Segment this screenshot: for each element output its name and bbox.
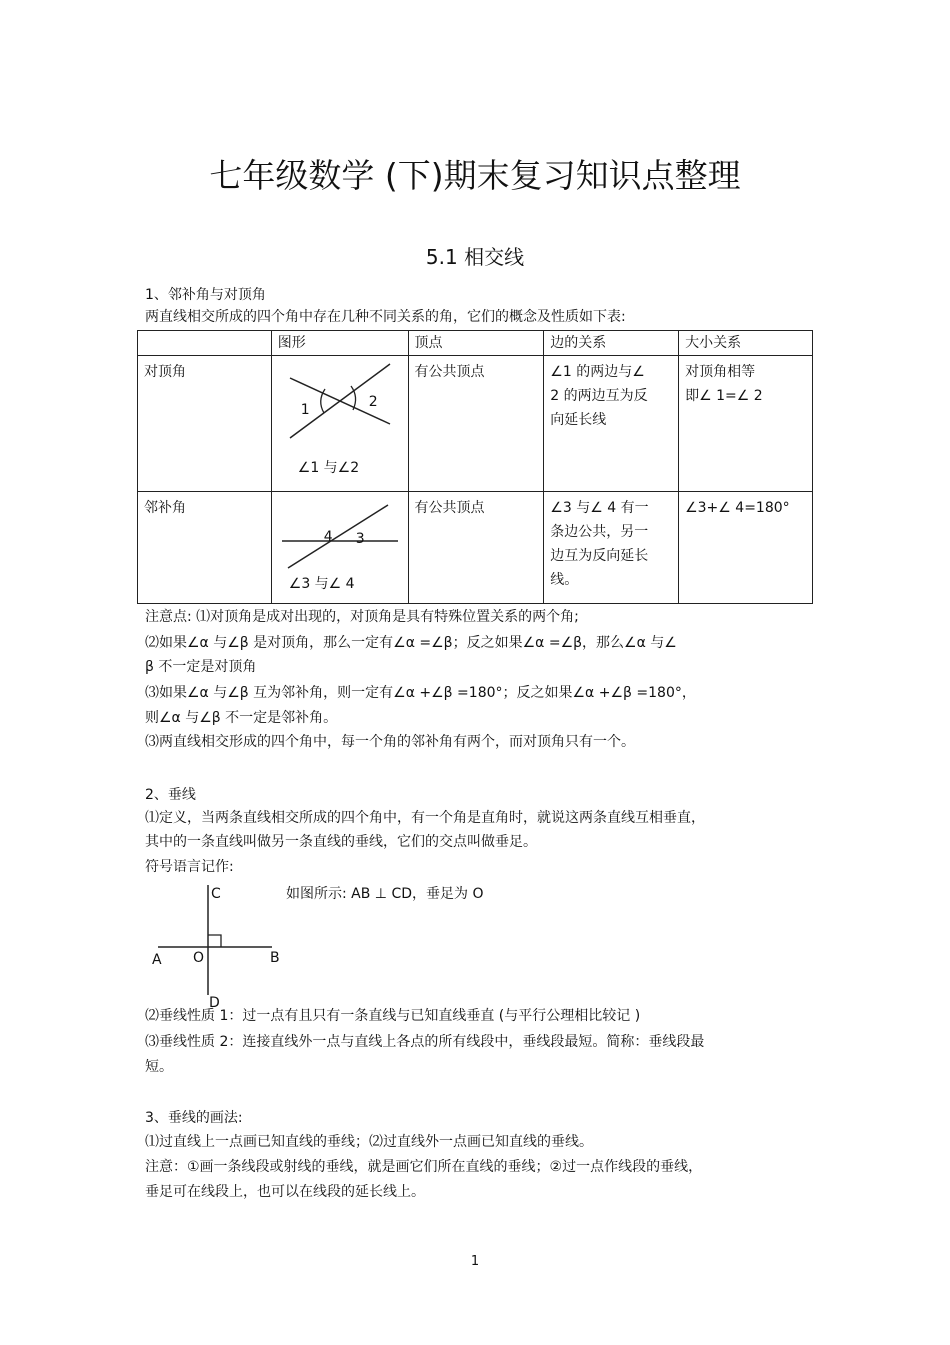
size-relation-cell [679, 356, 813, 492]
edge-relation-cell [544, 356, 679, 492]
table-header-cell [138, 331, 272, 356]
figure-caption: ∠3 与∠ 4 [288, 576, 355, 592]
method-line: ⑴过直线上一点画已知直线的垂线；⑵过直线外一点画已知直线的垂线。 [145, 1134, 593, 1150]
row-name: 对顶角 [138, 356, 272, 492]
edge-line: 向延长线 [550, 412, 607, 428]
table-header-cell: 大小关系 [679, 331, 813, 356]
page-title: 七年级数学 (下)期末复习知识点整理 [209, 156, 741, 195]
vertical-angles-figure [271, 356, 408, 492]
figure-description: 如图所示: AB ⊥ CD，垂足为 O [286, 886, 484, 902]
property-line: ⑵垂线性质 1：过一点有且只有一条直线与已知直线垂直 (与平行公理相比较记 ) [145, 1008, 641, 1024]
section3-heading: 3、垂线的画法: [145, 1110, 243, 1126]
property-line: 短。 [145, 1059, 173, 1075]
size-line: 对顶角相等 [685, 364, 756, 380]
edge-line: 线。 [550, 572, 579, 588]
table-header-cell: 图形 [271, 331, 408, 356]
note-line: ⑶两直线相交形成的四个角中，每一个角的邻补角有两个，而对顶角只有一个。 [145, 734, 635, 750]
angle-3-label: 3 [355, 531, 365, 547]
edge-relation-cell [544, 492, 679, 604]
property-line: ⑶垂线性质 2：连接直线外一点与直线上各点的所有线段中，垂线段最短。简称：垂线段最 [145, 1034, 705, 1050]
section2-heading: 2、垂线 [145, 787, 196, 803]
section-title: 5.1 相交线 [425, 245, 525, 269]
definition-line: ⑴定义，当两条直线相交所成的四个角中，有一个角是直角时，就说这两条直线互相垂直， [145, 810, 705, 826]
edge-line: ∠1 的两边与∠ [550, 364, 645, 380]
definition-line: 其中的一条直线叫做另一条直线的垂线，它们的交点叫做垂足。 [145, 834, 537, 850]
section1-heading: 1、邻补角与对顶角 [145, 287, 266, 303]
note-line: ⑵如果∠α 与∠β 是对顶角，那么一定有∠α =∠β；反之如果∠α =∠β，那么∠α 与∠ [145, 635, 677, 651]
figure-caption: ∠1 与∠2 [297, 460, 360, 476]
method-line: 注意：①画一条线段或射线的垂线，就是画它们所在直线的垂线；②过一点作线段的垂线， [145, 1159, 703, 1175]
note-line: 注意点: ⑴对顶角是成对出现的，对顶角是具有特殊位置关系的两个角; [145, 609, 579, 625]
angle-1-label: 1 [300, 402, 310, 418]
edge-line: ∠3 与∠ 4 有一 [550, 500, 649, 516]
point-c-label: C [211, 886, 221, 902]
adjacent-angles-figure [271, 492, 408, 604]
row-name: 邻补角 [138, 492, 272, 604]
vertex-cell: 有公共顶点 [408, 356, 544, 492]
method-line: 垂足可在线段上，也可以在线段的延长线上。 [145, 1184, 425, 1200]
point-o-label: O [193, 950, 205, 966]
page-number: 1 [470, 1254, 480, 1269]
vertex-cell: 有公共顶点 [408, 492, 544, 604]
angle-4-label: 4 [323, 529, 333, 545]
note-line: β 不一定是对顶角 [145, 659, 257, 675]
table-header-cell: 边的关系 [544, 331, 679, 356]
section1-intro: 两直线相交所成的四个角中存在几种不同关系的角，它们的概念及性质如下表: [145, 309, 626, 325]
angle-relations-table [137, 330, 813, 604]
point-b-label: B [270, 950, 280, 966]
point-d-label: D [209, 995, 220, 1011]
edge-line: 条边公共，另一 [550, 524, 649, 540]
size-relation-cell: ∠3+∠ 4=180° [679, 492, 813, 604]
size-line: 即∠ 1=∠ 2 [685, 388, 763, 404]
note-line: ⑶如果∠α 与∠β 互为邻补角，则一定有∠α +∠β =180°；反之如果∠α +∠β =180°， [145, 685, 696, 701]
edge-line: 2 的两边互为反 [550, 388, 648, 404]
table-header-cell: 顶点 [408, 331, 544, 356]
symbol-language-label: 符号语言记作: [145, 859, 234, 875]
table-row [138, 356, 813, 492]
angle-2-label: 2 [368, 394, 378, 410]
point-a-label: A [152, 952, 162, 968]
note-line: 则∠α 与∠β 不一定是邻补角。 [145, 710, 338, 726]
table-row [138, 492, 813, 604]
edge-line: 边互为反向延长 [550, 548, 649, 564]
table-header-row [138, 331, 813, 356]
